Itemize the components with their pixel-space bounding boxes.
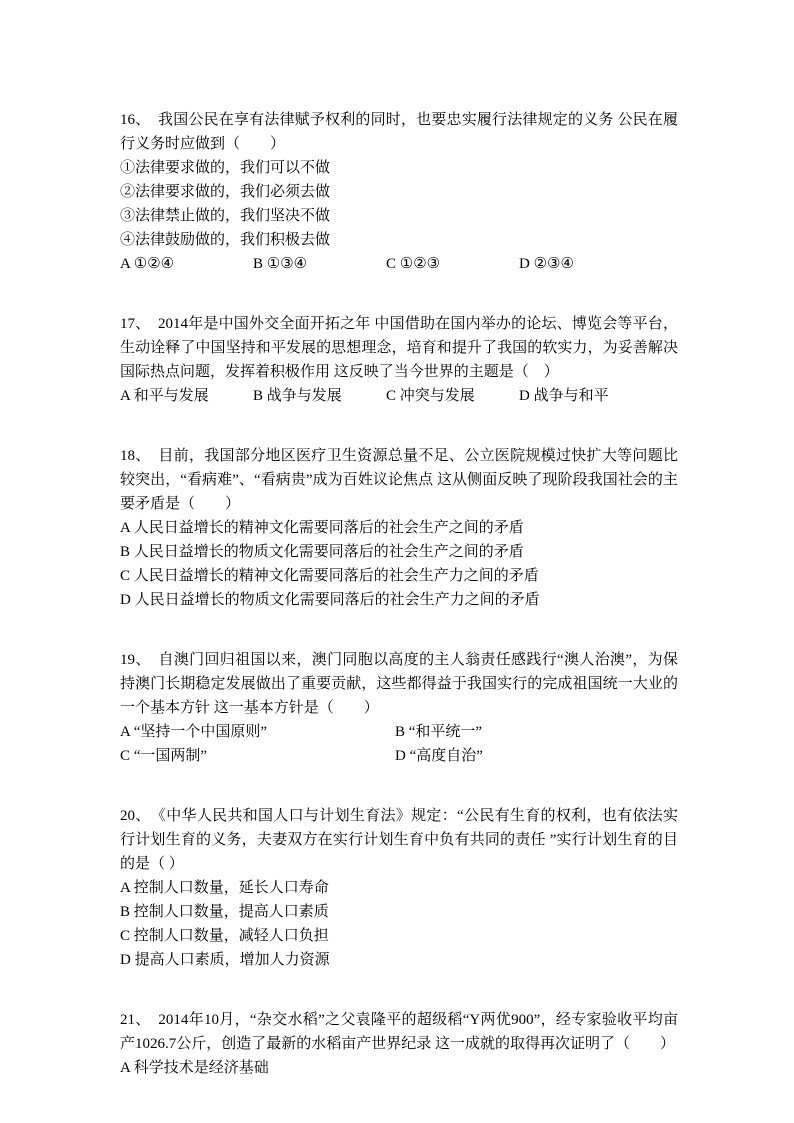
question-16-item-4: ④法律鼓励做的，我们积极去做 (120, 232, 331, 248)
question-20-stem: 20、 《中华人民共和国人口与计划生育法》规定：“公民有生育的权利，也有依法实行计划生育的义务，夫妻双方在实行计划生育中负有共同的责任 ”实行计划生育的目的是（ ） (120, 808, 678, 872)
question-16 (120, 108, 678, 276)
question-17-option-c: C 冲突与发展 (386, 388, 475, 404)
question-18-option-c: C 人民日益增长的精神文化需要同落后的社会生产力之间的矛盾 (120, 568, 539, 584)
question-16-stem: 16、 我国公民在享有法律赋予权利的同时，也要忠实履行法律规定的义务 公民在履行义务时应做到（ ） (120, 112, 678, 152)
question-20-option-b: B 控制人口数量，提高人口素质 (120, 904, 329, 920)
question-19-options-row-1 (120, 720, 678, 744)
question-16-option-b: B ①③④ (253, 256, 308, 272)
question-19 (120, 648, 678, 768)
question-20-option-a: A 控制人口数量，延长人口寿命 (120, 880, 329, 896)
question-19-option-d: D “高度自治” (395, 748, 483, 764)
question-19-option-c: C “一国两制” (120, 748, 208, 764)
question-16-option-c: C ①②③ (386, 256, 441, 272)
question-17-option-a: A 和平与发展 (120, 388, 209, 404)
question-17-options (120, 384, 678, 408)
question-20-option-d: D 提高人口素质，增加人力资源 (120, 952, 330, 968)
question-21 (120, 1008, 678, 1080)
question-17-option-b: B 战争与发展 (253, 388, 342, 404)
question-16-option-d: D ②③④ (519, 256, 574, 272)
question-16-item-3: ③法律禁止做的，我们坚决不做 (120, 208, 331, 224)
question-16-item-2: ②法律要求做的，我们必须去做 (120, 184, 331, 200)
question-20 (120, 804, 678, 972)
question-17 (120, 312, 678, 408)
question-18-stem: 18、 目前，我国部分地区医疗卫生资源总量不足、公立医院规模过快扩大等问题比较突出，“看病难”、“看病贵”成为百姓议论焦点 这从侧面反映了现阶段我国社会的主要矛盾是（ ） (120, 448, 678, 512)
question-18 (120, 444, 678, 612)
question-17-stem: 17、 2014年是中国外交全面开拓之年 中国借助在国内举办的论坛、博览会等平台，生动诠释了中国坚持和平发展的思想理念，培育和提升了我国的软实力，为妥善解决国际热点问题，发挥着积极作用 这反映了当今世界的主题是（ ） (120, 316, 678, 380)
question-21-option-a: A 科学技术是经济基础 (120, 1060, 269, 1076)
question-19-option-a: A “坚持一个中国原则” (120, 724, 268, 740)
question-19-stem: 19、 自澳门回归祖国以来，澳门同胞以高度的主人翁责任感践行“澳人治澳”，为保持澳门长期稳定发展做出了重要贡献，这些都得益于我国实行的完成祖国统一大业的一个基本方针 这一基本方针是（ ） (120, 652, 678, 716)
question-20-option-c: C 控制人口数量，减轻人口负担 (120, 928, 329, 944)
question-16-option-a: A ①②④ (120, 256, 175, 272)
question-18-option-b: B 人民日益增长的物质文化需要同落后的社会生产之间的矛盾 (120, 544, 524, 560)
question-19-options-row-2 (120, 744, 678, 768)
question-21-stem: 21、 2014年10月，“杂交水稻”之父袁隆平的超级稻“Y两优900”，经专家验收平均亩产1026.7公斤，创造了最新的水稻亩产世界纪录 这一成就的取得再次证明了（ ） (120, 1012, 678, 1052)
question-19-option-b: B “和平统一” (395, 724, 483, 740)
question-16-item-1: ①法律要求做的，我们可以不做 (120, 160, 331, 176)
question-16-options (120, 252, 678, 276)
question-18-option-a: A 人民日益增长的精神文化需要同落后的社会生产之间的矛盾 (120, 520, 524, 536)
question-17-option-d: D 战争与和平 (519, 388, 609, 404)
question-18-option-d: D 人民日益增长的物质文化需要同落后的社会生产力之间的矛盾 (120, 592, 540, 608)
